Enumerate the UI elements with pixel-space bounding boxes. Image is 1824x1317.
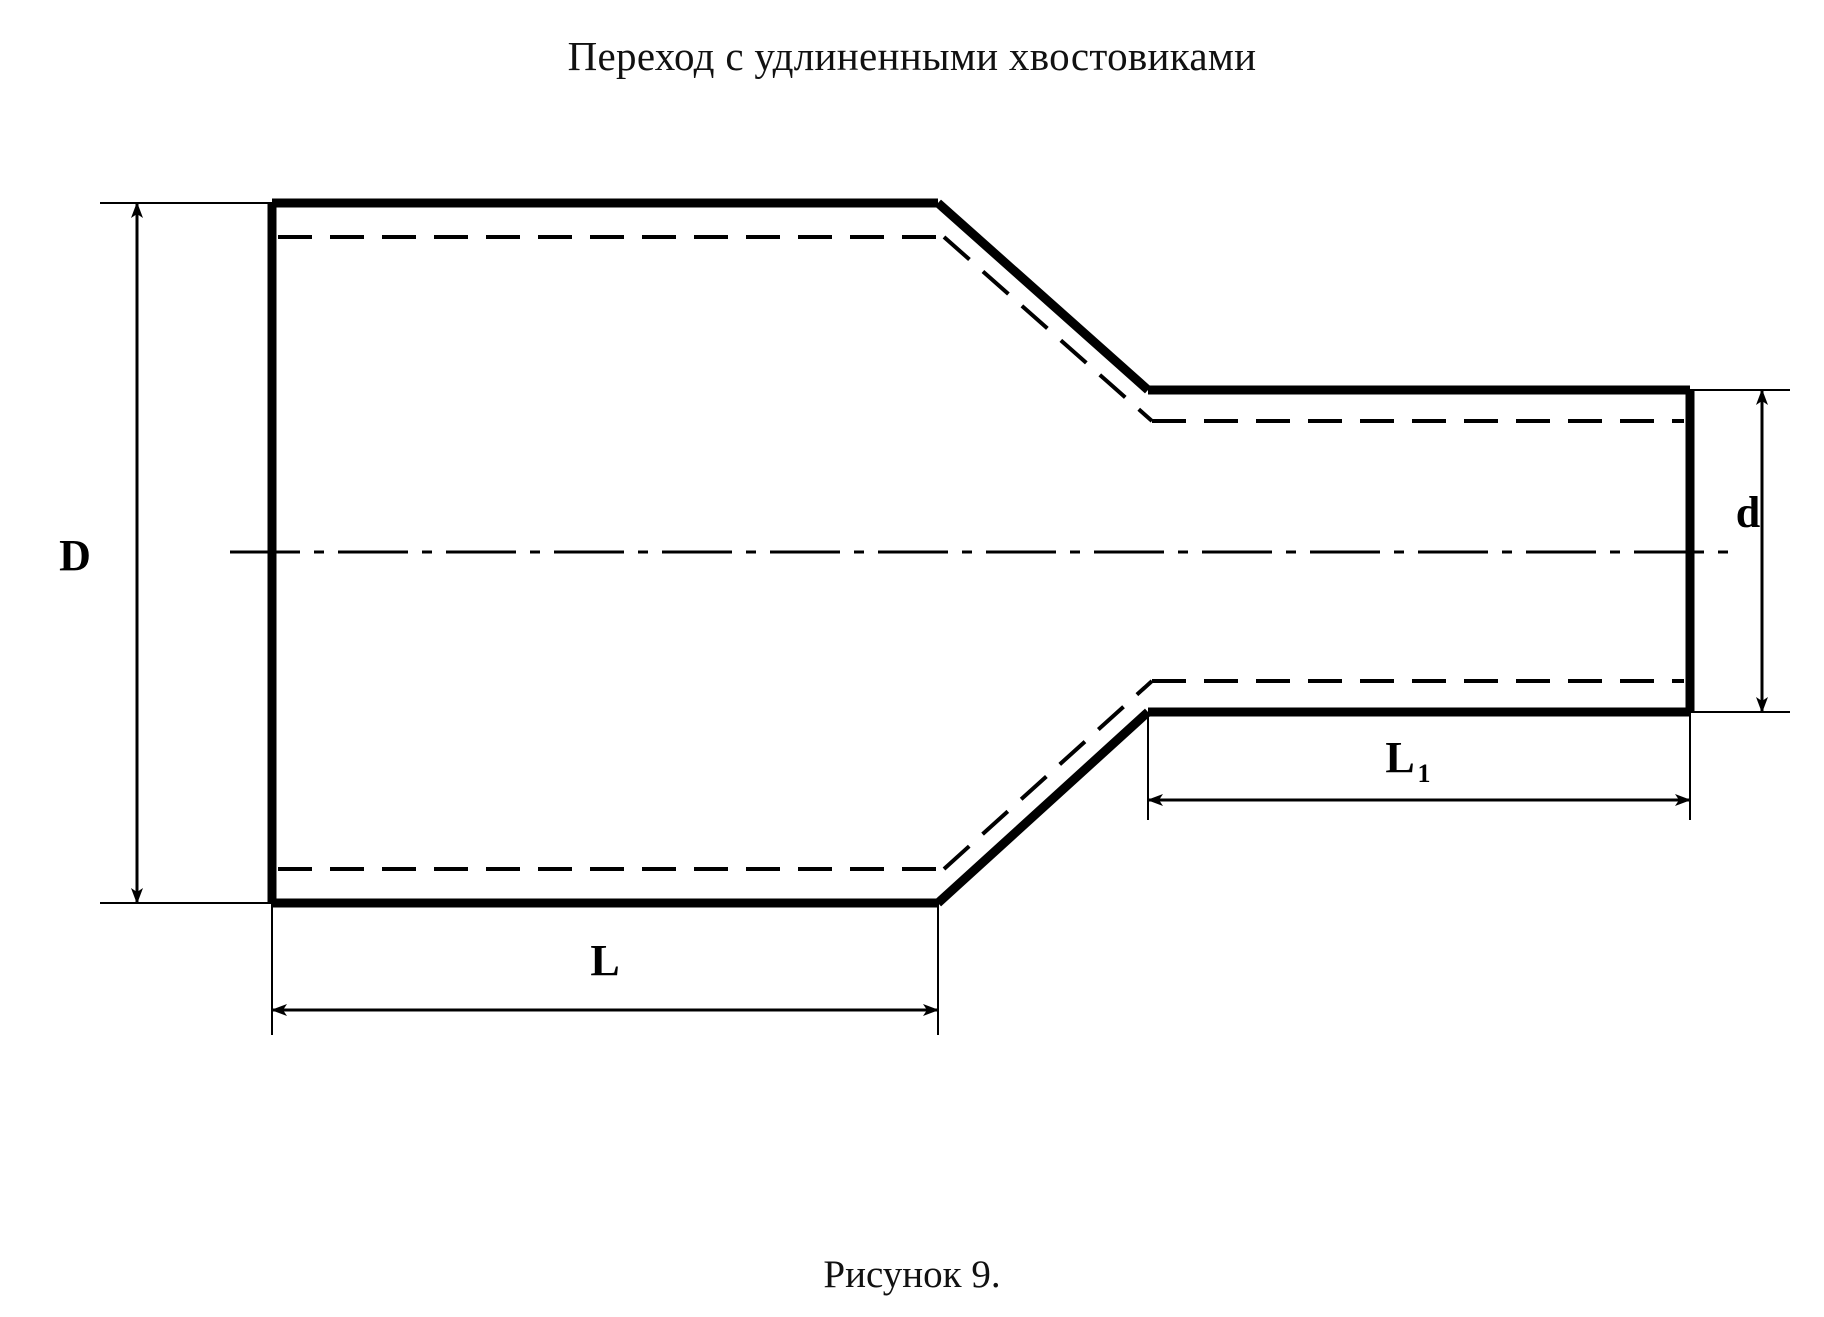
label-large-diameter: D <box>59 531 91 580</box>
label-large-length: L <box>590 936 620 985</box>
label-small-length: L <box>1385 733 1415 782</box>
figure-caption: Рисунок 9. <box>823 1253 1001 1296</box>
label-small-length-subscript: 1 <box>1417 759 1431 788</box>
figure-title: Переход с удлиненными хвостовиками <box>567 33 1257 79</box>
extension-lines <box>100 203 1790 1035</box>
label-small-diameter: d <box>1735 488 1761 537</box>
